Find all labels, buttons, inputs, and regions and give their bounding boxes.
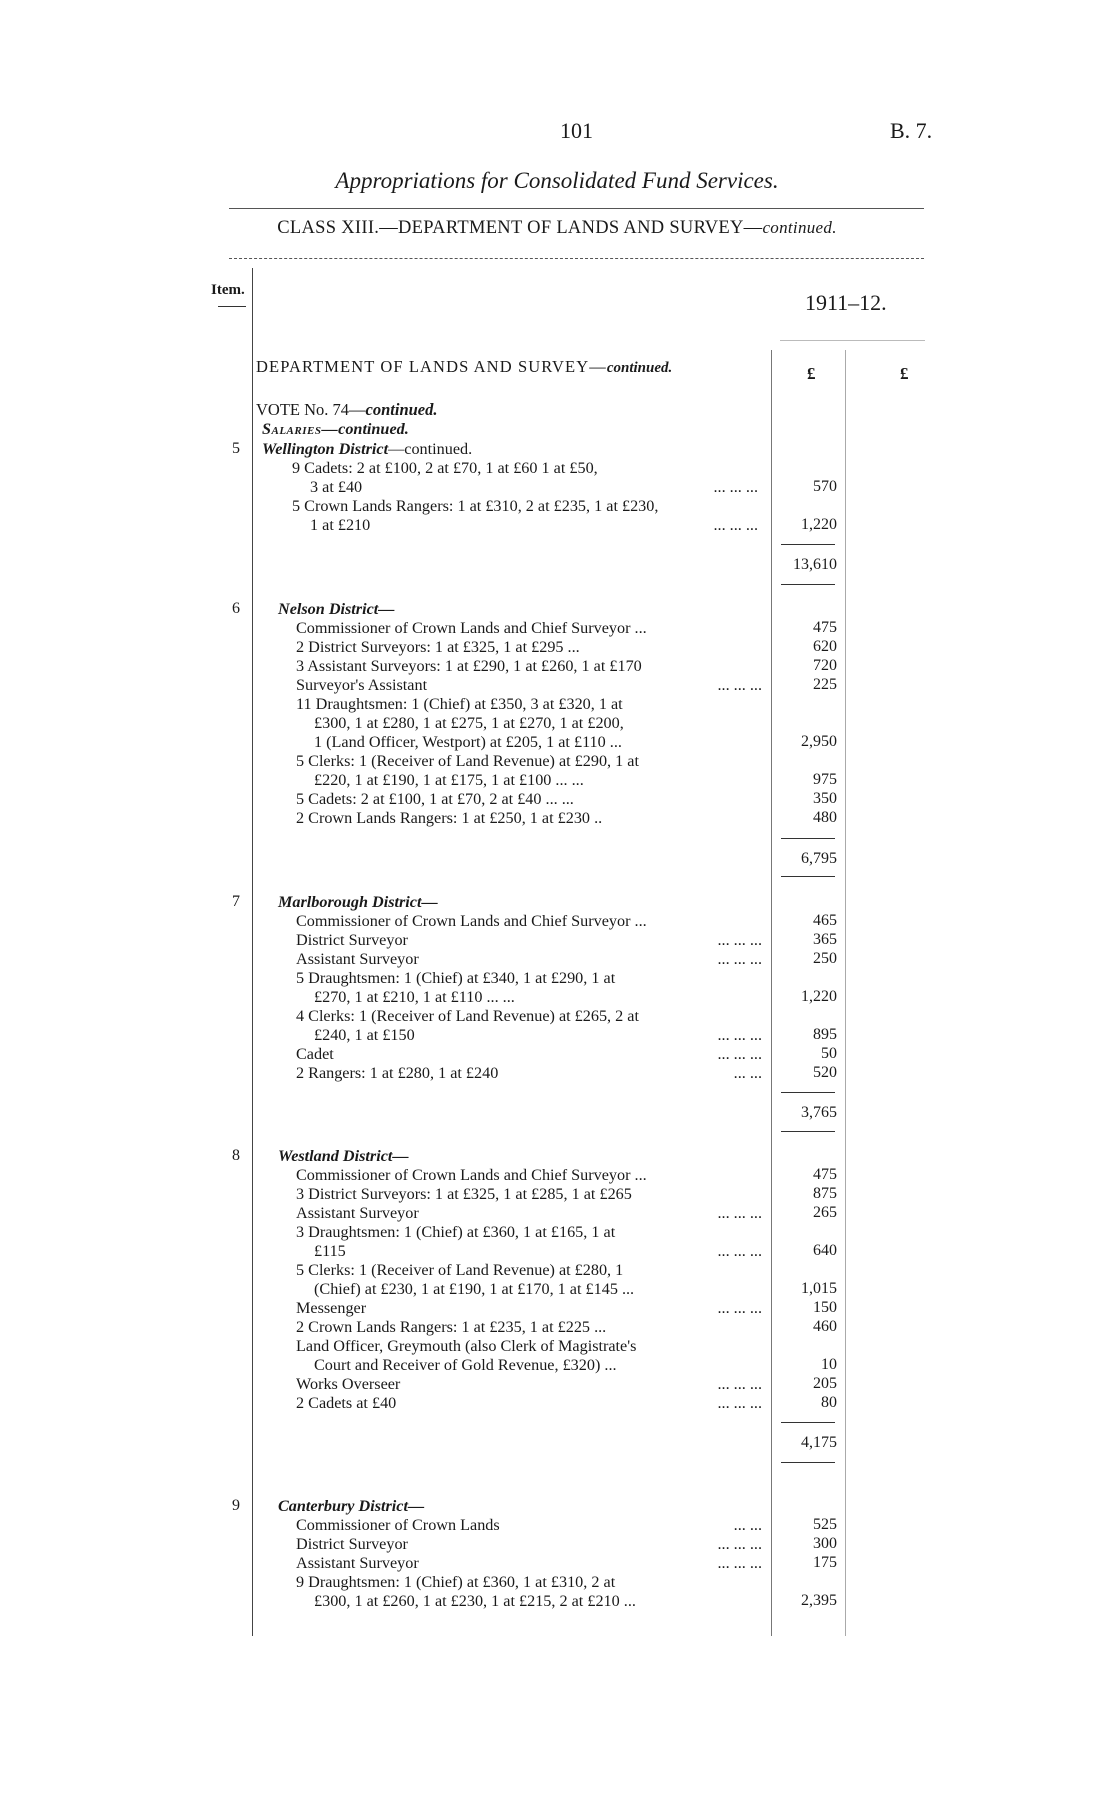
year-rule: [780, 340, 925, 341]
line-item: £300, 1 at £280, 1 at £275, 1 at £270, 1 at £200,: [314, 714, 624, 732]
leader-dots: ... ... ...: [717, 1242, 762, 1260]
amount: 300: [813, 1535, 837, 1552]
department-suffix: continued.: [606, 360, 673, 376]
line-item: [296, 1064, 762, 1084]
leader-dots: ... ... ...: [713, 516, 758, 534]
item-number: 6: [232, 600, 240, 617]
wellington-heading-suffix: —continued.: [388, 440, 473, 458]
amount: 365: [813, 931, 837, 948]
line-text: District Surveyor: [296, 931, 408, 949]
amount: 1,220: [801, 988, 837, 1005]
line-text: Surveyor's Assistant: [296, 676, 428, 694]
salaries-suffix: continued.: [338, 420, 409, 438]
line-text: 2 Cadets at £40: [296, 1394, 397, 1412]
line-item: 5 Cadets: 2 at £100, 1 at £70, 2 at £40 ... ...: [296, 790, 574, 808]
line-item: [296, 1204, 762, 1224]
item-number: 5: [232, 440, 240, 457]
leader-dots: ... ... ...: [717, 1204, 762, 1222]
pound-column-header: £: [807, 364, 816, 383]
total-rule: [781, 876, 835, 877]
amount: 205: [813, 1375, 837, 1392]
item-number: 7: [232, 893, 240, 910]
total-rule: [781, 1462, 835, 1463]
amount: 250: [813, 950, 837, 967]
amount: 475: [813, 1166, 837, 1183]
line-item: 3 Assistant Surveyors: 1 at £290, 1 at £260, 1 at £170: [296, 657, 642, 675]
class-heading-text: CLASS XIII.—DEPARTMENT OF LANDS AND SURVEY—: [277, 218, 763, 238]
line-item: Commissioner of Crown Lands and Chief Surveyor ...: [296, 1166, 647, 1184]
line-item: [296, 931, 762, 951]
amount: 520: [813, 1064, 837, 1081]
amount: 10: [821, 1356, 837, 1373]
line-item: [296, 950, 762, 970]
line-item: [296, 1394, 762, 1414]
line-item: 5 Crown Lands Rangers: 1 at £310, 2 at £235, 1 at £230,: [292, 497, 659, 515]
section-total: 3,765: [801, 1104, 837, 1121]
amount: 50: [821, 1045, 837, 1062]
line-item: [310, 478, 758, 498]
line-item: [296, 1554, 762, 1574]
leader-dots: ... ... ...: [717, 950, 762, 968]
line-text: Cadet: [296, 1045, 334, 1063]
line-item: 5 Draughtsmen: 1 (Chief) at £340, 1 at £290, 1 at: [296, 969, 616, 987]
page-title: Appropriations for Consolidated Fund Services.: [335, 168, 779, 193]
leader-dots: ... ... ...: [713, 478, 758, 496]
subtotal-rule: [781, 544, 835, 545]
line-item: 9 Cadets: 2 at £100, 2 at £70, 1 at £60 1 at £50,: [292, 459, 598, 477]
amount: 175: [813, 1554, 837, 1571]
line-text: £240, 1 at £150: [314, 1026, 415, 1044]
line-text: 1 at £210: [310, 516, 371, 534]
line-item: [296, 1299, 762, 1319]
amount: 80: [821, 1394, 837, 1411]
amount: 2,395: [801, 1592, 837, 1609]
line-item: [314, 1242, 762, 1262]
section-heading-nelson: Nelson District—: [278, 600, 395, 618]
salaries-heading: [262, 420, 409, 440]
line-item: [310, 516, 758, 536]
line-item: £220, 1 at £190, 1 at £175, 1 at £100 ... ...: [314, 771, 584, 789]
amount: 350: [813, 790, 837, 807]
total-rule: [781, 584, 835, 585]
pound-total-header: £: [900, 364, 909, 383]
leader-dots: ... ...: [733, 1516, 762, 1534]
leader-dots: ... ... ...: [717, 1535, 762, 1553]
line-item: [296, 676, 762, 696]
total-rule: [781, 1131, 835, 1132]
line-item: 3 District Surveyors: 1 at £325, 1 at £285, 1 at £265: [296, 1185, 632, 1203]
line-text: Works Overseer: [296, 1375, 401, 1393]
amount: 975: [813, 771, 837, 788]
leader-dots: ... ... ...: [717, 676, 762, 694]
line-text: Assistant Surveyor: [296, 1204, 419, 1222]
leader-dots: ... ... ...: [717, 1045, 762, 1063]
amount: 570: [813, 478, 837, 495]
line-item: 5 Clerks: 1 (Receiver of Land Revenue) at £290, 1 at: [296, 752, 639, 770]
subtotal-rule: [781, 1092, 835, 1093]
amount: 475: [813, 619, 837, 636]
amount: 265: [813, 1204, 837, 1221]
amount: 225: [813, 676, 837, 693]
line-item: (Chief) at £230, 1 at £190, 1 at £170, 1 at £145 ...: [314, 1280, 635, 1298]
line-item: 1 (Land Officer, Westport) at £205, 1 at £110 ...: [314, 733, 622, 751]
line-text: Assistant Surveyor: [296, 1554, 419, 1572]
line-text: Commissioner of Crown Lands: [296, 1516, 500, 1534]
amount: 2,950: [801, 733, 837, 750]
amount: 1,220: [801, 516, 837, 533]
line-item: Commissioner of Crown Lands and Chief Surveyor ...: [296, 619, 647, 637]
amount: 525: [813, 1516, 837, 1533]
amount-column-rule: [771, 350, 772, 1636]
amount: 1,015: [801, 1280, 837, 1297]
class-heading: [0, 218, 1114, 239]
year-heading: 1911–12.: [805, 290, 887, 315]
item-header-underline: [218, 306, 246, 307]
item-number: 8: [232, 1147, 240, 1164]
line-item: 3 Draughtsmen: 1 (Chief) at £360, 1 at £165, 1 at: [296, 1223, 616, 1241]
parliamentary-paper-reference: B. 7.: [890, 118, 933, 143]
line-text: Assistant Surveyor: [296, 950, 419, 968]
line-item: £300, 1 at £260, 1 at £230, 1 at £215, 2 at £210 ...: [314, 1592, 636, 1610]
line-item: [296, 1375, 762, 1395]
amount: 460: [813, 1318, 837, 1335]
section-total: 6,795: [801, 850, 837, 867]
wellington-heading-text: Wellington District: [262, 440, 389, 458]
vote-suffix: continued.: [365, 400, 438, 419]
total-column-rule: [845, 350, 846, 1636]
leader-dots: ... ... ...: [717, 1026, 762, 1044]
line-item: Court and Receiver of Gold Revenue, £320) ...: [314, 1356, 617, 1374]
line-item: £270, 1 at £210, 1 at £110 ... ...: [314, 988, 515, 1006]
department-name: DEPARTMENT OF LANDS AND SURVEY—: [256, 357, 607, 376]
line-item: 2 District Surveyors: 1 at £325, 1 at £295 ...: [296, 638, 580, 656]
amount: 720: [813, 657, 837, 674]
department-heading: [256, 357, 672, 377]
line-text: 2 Rangers: 1 at £280, 1 at £240: [296, 1064, 499, 1082]
section-heading-wellington: [262, 440, 472, 460]
subtotal-rule: [781, 838, 835, 839]
section-total: 4,175: [801, 1434, 837, 1451]
line-item: [314, 1026, 762, 1046]
class-heading-suffix: continued.: [762, 218, 837, 237]
amount: 150: [813, 1299, 837, 1316]
leader-dots: ... ... ...: [717, 1554, 762, 1572]
leader-dots: ... ...: [733, 1064, 762, 1082]
subtotal-rule: [781, 1422, 835, 1423]
vote-label: VOTE No. 74—: [256, 400, 366, 419]
section-heading-westland: Westland District—: [278, 1147, 409, 1165]
line-item: 2 Crown Lands Rangers: 1 at £250, 1 at £230 ..: [296, 809, 603, 827]
leader-dots: ... ... ...: [717, 1394, 762, 1412]
amount: 480: [813, 809, 837, 826]
vote-heading: [256, 400, 438, 420]
line-item: [296, 1516, 762, 1536]
title-divider: [229, 208, 924, 209]
line-item: 9 Draughtsmen: 1 (Chief) at £360, 1 at £310, 2 at: [296, 1573, 616, 1591]
amount: 895: [813, 1026, 837, 1043]
section-heading-canterbury: Canterbury District—: [278, 1497, 425, 1515]
line-text: Messenger: [296, 1299, 367, 1317]
line-item: 11 Draughtsmen: 1 (Chief) at £350, 3 at £320, 1 at: [296, 695, 623, 713]
line-item: 2 Crown Lands Rangers: 1 at £235, 1 at £225 ...: [296, 1318, 607, 1336]
line-item: Land Officer, Greymouth (also Clerk of Magistrate's: [296, 1337, 637, 1355]
item-column-header: Item.: [211, 282, 245, 298]
section-total: 13,610: [793, 556, 837, 573]
class-divider: [229, 258, 924, 259]
line-item: [296, 1045, 762, 1065]
line-text: £115: [314, 1242, 346, 1260]
item-number: 9: [232, 1497, 240, 1514]
amount: 465: [813, 912, 837, 929]
line-item: 5 Clerks: 1 (Receiver of Land Revenue) at £280, 1: [296, 1261, 624, 1279]
amount: 875: [813, 1185, 837, 1202]
line-item: Commissioner of Crown Lands and Chief Surveyor ...: [296, 912, 647, 930]
leader-dots: ... ... ...: [717, 931, 762, 949]
leader-dots: ... ... ...: [717, 1299, 762, 1317]
amount: 640: [813, 1242, 837, 1259]
page-number: 101: [560, 118, 593, 143]
section-heading-marlborough: Marlborough District—: [278, 893, 438, 911]
line-item: [296, 1535, 762, 1555]
line-text: District Surveyor: [296, 1535, 408, 1553]
leader-dots: ... ... ...: [717, 1375, 762, 1393]
line-item: 4 Clerks: 1 (Receiver of Land Revenue) at £265, 2 at: [296, 1007, 639, 1025]
salaries-label: Salaries—: [262, 420, 339, 438]
item-column-rule: [252, 268, 253, 1636]
line-text: 3 at £40: [310, 478, 363, 496]
amount: 620: [813, 638, 837, 655]
